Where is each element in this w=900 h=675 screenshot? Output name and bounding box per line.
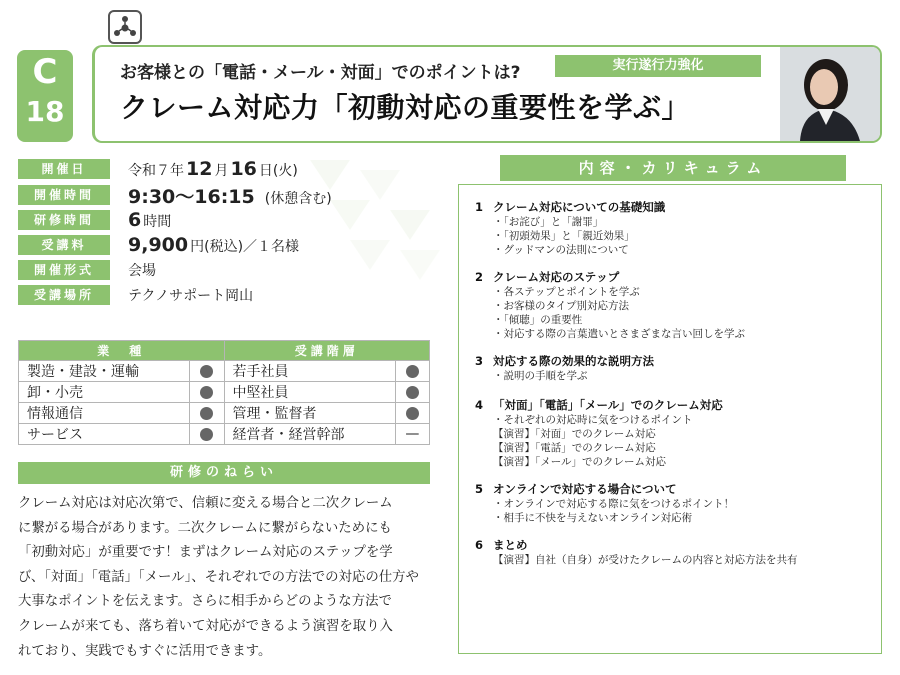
- info-label: 開催時間: [18, 185, 110, 205]
- duration-value: [128, 209, 171, 231]
- fee-amount: 9,900: [128, 234, 189, 256]
- industry-cell: 情報通信: [19, 403, 190, 424]
- table-row: [19, 424, 430, 445]
- industry-mark: [190, 424, 224, 445]
- date-day: 16: [230, 158, 257, 180]
- curriculum-section-1: 1 クレーム対応についての基礎知識 ・「お詫び」と「謝罪」 ・「初頭効果」と「親近効果」 ・グッドマンの法則について: [475, 200, 666, 256]
- table-row: [19, 382, 430, 403]
- time-note: (休憩含む): [264, 190, 332, 207]
- industry-cell: サービス: [19, 424, 190, 445]
- date-value: [128, 158, 298, 180]
- level-mark: [395, 403, 429, 424]
- curriculum-section-5: 5 オンラインで対応する場合について ・オンラインで対応する際に気をつけるポイント！ ・相手に不快を与えないオンライン対応術: [475, 482, 735, 524]
- info-row-duration: [18, 210, 171, 230]
- aim-header: 研修のねらい: [18, 462, 430, 484]
- industry-cell: 卸・小売: [19, 382, 190, 403]
- course-code-badge: [17, 50, 73, 142]
- course-subtitle: お客様との「電話・メール・対面」でのポイントは?: [120, 63, 521, 83]
- venue-value: テクノサポート岡山: [128, 288, 254, 304]
- date-era: 令和７年: [128, 163, 184, 179]
- curriculum-section-3: 3 対応する際の効果的な説明方法 ・説明の手順を学ぶ: [475, 354, 655, 382]
- table-row: [19, 361, 430, 382]
- info-label: 受講場所: [18, 285, 110, 305]
- level-mark: [395, 382, 429, 403]
- curriculum-section-2: 2 クレーム対応のステップ ・各ステップとポイントを学ぶ ・お客様のタイプ別対応方法 ・「傾聴」の重要性 ・対応する際の言葉遣いとさまざまな言い回しを学ぶ: [475, 270, 745, 340]
- course-code-number: 18: [25, 95, 65, 128]
- format-value: 会場: [128, 263, 156, 279]
- info-label: 開催形式: [18, 260, 110, 280]
- level-cell: 管理・監督者: [224, 403, 395, 424]
- level-header: 受講階層: [224, 341, 430, 361]
- course-code-letter: C: [32, 52, 58, 92]
- fee-unit: 円(税込)／１名様: [190, 239, 300, 255]
- curriculum-section-4: 4 「対面」「電話」「メール」でのクレーム対応 ・それぞれの対応時に気をつけるポイント 【演習】「対面」でのクレーム対応 【演習】「電話」でのクレーム対応 【演習】「メール」でのクレーム対応: [475, 398, 723, 468]
- curriculum-section-6: 6 まとめ 【演習】自社（自身）が受けたクレームの内容と対応方法を共有: [475, 538, 798, 566]
- course-title: クレーム対応力「初動対応の重要性を学ぶ」: [120, 91, 691, 124]
- industry-header: 業 種: [19, 341, 225, 361]
- level-mark: [395, 361, 429, 382]
- duration-unit: 時間: [143, 214, 172, 230]
- table-row: [19, 403, 430, 424]
- industry-mark: [190, 382, 224, 403]
- info-label: 開催日: [18, 159, 110, 179]
- category-badge: 実行遂行力強化: [555, 55, 761, 77]
- info-row-time: [18, 185, 332, 208]
- level-mark: —: [395, 424, 429, 445]
- industry-cell: 製造・建設・運輸: [19, 361, 190, 382]
- duration-number: 6: [128, 209, 142, 231]
- info-row-date: [18, 159, 298, 179]
- date-month: 12: [186, 158, 213, 180]
- level-cell: 若手社員: [224, 361, 395, 382]
- info-row-venue: [18, 285, 253, 305]
- industry-mark: [190, 403, 224, 424]
- curriculum-header: 内容・カリキュラム: [500, 155, 846, 181]
- info-label: 研修時間: [18, 210, 110, 230]
- info-row-fee: [18, 235, 299, 255]
- time-range: 9:30～16:15: [128, 185, 255, 208]
- time-value: [128, 182, 332, 209]
- target-table: [18, 340, 430, 445]
- fee-value: [128, 234, 299, 256]
- info-label: 受講料: [18, 235, 110, 255]
- info-row-format: [18, 260, 156, 280]
- instructor-photo: [780, 47, 880, 141]
- date-month-unit: 月: [214, 163, 229, 179]
- people-network-icon: [108, 10, 142, 44]
- aim-text: クレーム対応は対応次第で、信頼に変える場合と二次クレーム に繋がる場合があります。二次クレームに繋がらないためにも 「初動対応」が重要です！まずはクレーム対応のステップを学 び、「対面」「電話」「メール」、それぞれでの方法での対応の仕方や 大事なポイントを伝えます。さらに相手からどのような方法で クレームが来ても、落ち着いて対応ができるよう演習を取り入 れており、実践でもすぐに活用できます。: [18, 496, 419, 659]
- date-day-unit: 日(火): [258, 163, 298, 179]
- background-pattern: [290, 150, 450, 300]
- level-cell: 経営者・経営幹部: [224, 424, 395, 445]
- level-cell: 中堅社員: [224, 382, 395, 403]
- industry-mark: [190, 361, 224, 382]
